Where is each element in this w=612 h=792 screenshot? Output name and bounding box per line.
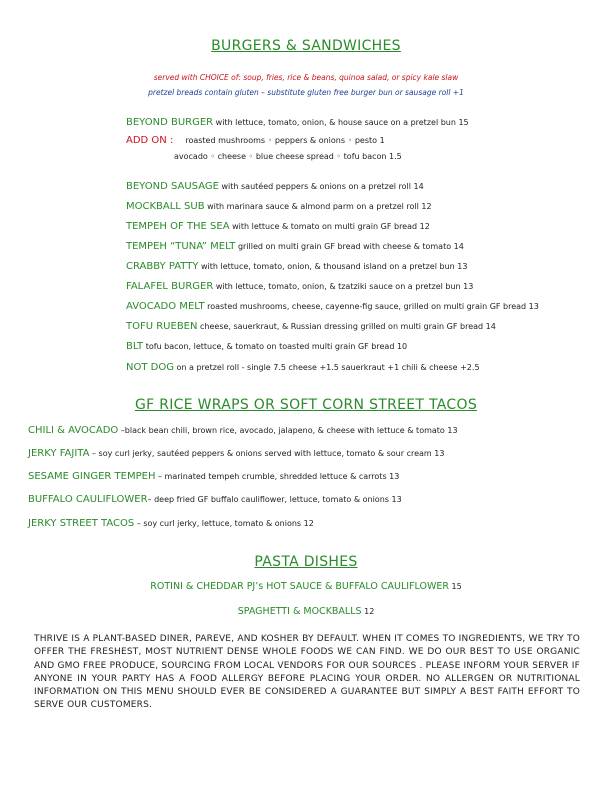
item-name: MOCKBALL SUB [126,201,205,212]
item-desc: roasted mushrooms, cheese, cayenne-fig sauce, grilled on multi grain GF bread 13 [204,302,539,311]
item-name: CRABBY PATTY [126,261,199,272]
add-on-row [174,152,402,161]
item-desc: – soy curl jerky, sautéed peppers & onions served with lettuce, tomato & sour cream 13 [89,449,445,458]
add-on-label: ADD ON : [126,135,174,146]
menu-item [126,181,424,192]
menu-item [126,301,539,312]
item-desc: with lettuce, tomato, onion, & thousand island on a pretzel bun 13 [198,262,468,271]
item-desc: with lettuce, tomato, onion, & house sauce on a pretzel bun 15 [213,118,469,127]
item-desc: cheese, sauerkraut, & Russian dressing grilled on multi grain GF bread 14 [197,322,496,331]
item-name: BEYOND SAUSAGE [126,181,219,192]
item-desc: roasted mushrooms ◦ peppers & onions ◦ pesto 1 [185,136,385,145]
menu-item [126,241,464,252]
menu-item [126,201,432,212]
item-name: FALAFEL BURGER [126,281,214,292]
item-name: SPAGHETTI & MOCKBALLS [237,606,362,617]
menu-item [28,425,458,436]
item-name: BEYOND BURGER [126,117,214,128]
menu-item [126,341,407,352]
item-desc: with lettuce & tomato on multi grain GF bread 12 [229,222,430,231]
item-desc: with sautéed peppers & onions on a pretzel roll 14 [218,182,424,191]
menu-item [126,117,469,128]
add-on-row [126,135,385,146]
burgers-heading: BURGERS & SANDWICHES [211,38,401,54]
menu-item [28,518,314,529]
menu-item [28,448,444,459]
wraps-heading: GF RICE WRAPS OR SOFT CORN STREET TACOS [134,397,478,413]
item-price: 12 [361,607,375,616]
item-desc: – deep fried GF buffalo cauliflower, lettuce, tomato & onions 13 [147,495,402,504]
pasta-heading: PASTA DISHES [254,554,358,570]
item-name: CHILI & AVOCADO [28,425,119,436]
item-desc: – soy curl jerky, lettuce, tomato & onions 12 [134,519,314,528]
item-desc: grilled on multi grain GF bread with cheese & tomato 14 [235,242,464,251]
disclaimer-paragraph: THRIVE IS A PLANT-BASED DINER, PAREVE, AND KOSHER BY DEFAULT. WHEN IT COMES TO INGREDIENTS, WE TRY TO OFFER THE FRESHEST, MOST NUTRIENT DENSE WHOLE FOODS WE CAN FIND. WE DO OUR BEST TO USE ORGANIC AND GMO FREE PRODUCE, SOURCING FROM LOCAL VENDORS FOR OUR SOURCES . PLEASE INFORM YOUR SERVER IF ANYONE IN YOUR PARTY HAS A FOOD ALLERGY BEFORE PLACING YOUR ORDER. NO ALLERGEN OR NUTRITIONAL INFORMATION ON THIS MENU SHOULD EVER BE CONSIDERED A GUARANTEE BUT SIMPLY A BEST FAITH EFFORT TO SERVE OUR CUSTOMERS. [34,634,580,711]
pasta-item [0,606,612,617]
item-name: SESAME GINGER TEMPEH [28,471,156,482]
menu-item [28,494,402,505]
menu-item [126,281,473,292]
item-name: BLT [126,341,144,352]
item-desc: avocado ◦ cheese ◦ blue cheese spread ◦ tofu bacon 1.5 [174,152,402,161]
menu-item [126,261,467,272]
item-name: JERKY STREET TACOS [28,518,135,529]
gluten-note: pretzel breads contain gluten – substitute gluten free burger bun or sausage roll +1 [148,88,464,97]
item-name: TEMPEH OF THE SEA [126,221,230,232]
item-name: TOFU RUEBEN [126,321,198,332]
item-name: BUFFALO CAULIFLOWER [28,494,148,505]
item-desc: with marinara sauce & almond parm on a pretzel roll 12 [204,202,432,211]
item-desc: on a pretzel roll - single 7.5 cheese +1.5 sauerkraut +1 chili & cheese +2.5 [173,363,480,372]
item-name: ROTINI & CHEDDAR PJ’s HOT SAUCE & BUFFALO CAULIFLOWER [150,581,449,592]
pasta-item [0,581,612,592]
menu-item [126,362,480,373]
item-name: NOT DOG [126,362,174,373]
item-desc: – marinated tempeh crumble, shredded lettuce & carrots 13 [155,472,400,481]
menu-item [126,221,430,232]
menu-item [126,321,496,332]
item-desc: with lettuce, tomato, onion, & tzatziki sauce on a pretzel bun 13 [213,282,474,291]
item-name: TEMPEH “TUNA” MELT [126,241,236,252]
menu-item [28,471,399,482]
item-desc: tofu bacon, lettuce, & tomato on toasted multi grain GF bread 10 [143,342,408,351]
item-name: AVOCADO MELT [126,301,205,312]
served-with-note: served with CHOICE of: soup, fries, rice & beans, quinoa salad, or spicy kale slaw [153,73,459,82]
item-price: 15 [448,582,462,591]
item-desc: –black bean chili, brown rice, avocado, jalapeno, & cheese with lettuce & tomato 13 [118,426,458,435]
item-name: JERKY FAJITA [28,448,90,459]
